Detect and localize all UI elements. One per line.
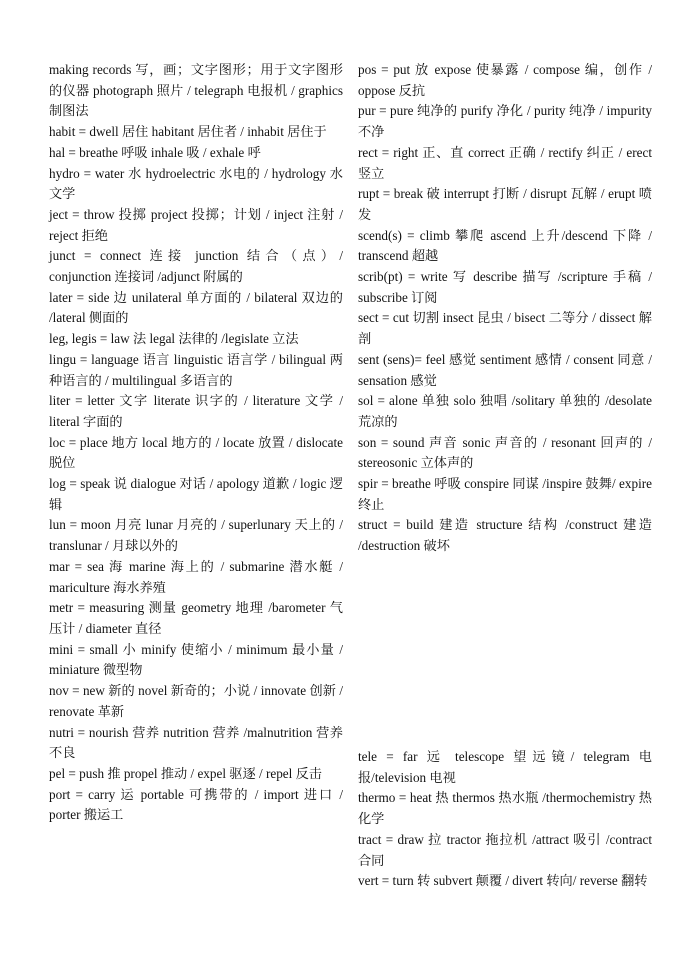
entry-thermo: thermo = heat 热 thermos 热水瓶 /thermochemistry 热化学 [358, 790, 652, 827]
entry-nov: nov = new 新的 novel 新奇的；小说 / innovate 创新 / renovate 革新 [49, 683, 343, 719]
entry-pur: pur = pure 纯净的 purify 净化 / purity 纯净 / impurity 不净 [358, 103, 652, 140]
entry-rupt: rupt = break 破 interrupt 打断 / disrupt 瓦解 / erupt 喷发 [358, 186, 652, 222]
entry-graph: making records 写，画；文字图形；用于文字图形的仪器 photograph 照片 / telegraph 电报机 / graphics 制图法 [49, 62, 343, 119]
entry-nutri: nutri = nourish 营养 nutrition 营养 /malnutrition 营养不良 [49, 724, 343, 761]
entry-port: port = carry 运 portable 可携带的 / import 进口 / porter 搬运工 [49, 786, 343, 823]
right-column-top [358, 60, 652, 557]
entry-struct: struct = build 建造 structure 结构 /construct 建造 /destruction 破坏 [358, 517, 652, 554]
entry-sect: sect = cut 切割 insect 昆虫 / bisect 二等分 / dissect 解剖 [358, 310, 652, 347]
entry-mini: mini = small 小 minify 使缩小 / minimum 最小量 / miniature 微型物 [49, 641, 343, 678]
entry-lingu: lingu = language 语言 linguistic 语言学 / bilingual 两种语言的 / multilingual 多语言的 [49, 351, 343, 388]
entry-son: son = sound 声音 sonic 声音的 / resonant 回声的 / stereosonic 立体声的 [358, 434, 652, 471]
entry-ject: ject = throw 投掷 project 投掷；计划 / inject 注射 / reject 拒绝 [49, 206, 343, 243]
entry-rect: rect = right 正、直 correct 正确 / rectify 纠正 / erect 竖立 [358, 144, 652, 181]
entry-leg: leg, legis = law 法 legal 法律的 /legislate 立法 [49, 331, 299, 347]
entry-liter: liter = letter 文字 literate 识字的 / literature 文学 / literal 字面的 [49, 393, 343, 429]
entry-metr: metr = measuring 测量 geometry 地理 /barometer 气压计 / diameter 直径 [49, 600, 343, 636]
entry-mar: mar = sea 海 marine 海上的 / submarine 潜水艇 / mariculture 海水养殖 [49, 558, 343, 595]
entry-spir: spir = breathe 呼吸 conspire 同谋 /inspire 鼓舞/ expire 终止 [358, 476, 652, 512]
entry-scend: scend(s) = climb 攀爬 ascend 上升/descend 下降 / transcend 超越 [358, 227, 652, 264]
entry-sent: sent (sens)= feel 感觉 sentiment 感情 / consent 同意 / sensation 感觉 [358, 351, 652, 388]
entry-vert: vert = turn 转 subvert 颠覆 / divert 转向/ reverse 翻转 [358, 873, 648, 889]
entry-habit: habit = dwell 居住 habitant 居住者 / inhabit 居住于 [49, 124, 327, 140]
entry-sol: sol = alone 单独 solo 独唱 /solitary 单独的 /desolate 荒凉的 [358, 393, 652, 429]
entry-tract: tract = draw 拉 tractor 拖拉机 /attract 吸引 /contract 合同 [358, 831, 652, 868]
entry-later: later = side 边 unilateral 单方面的 / bilateral 双边的 /lateral 侧面的 [49, 289, 343, 326]
right-column-bottom [358, 747, 652, 892]
left-column [49, 60, 343, 826]
entry-loc: loc = place 地方 local 地方的 / locate 放置 / dislocate 脱位 [49, 434, 343, 471]
entry-pos: pos = put 放 expose 使暴露 / compose 编，创作 / oppose 反抗 [358, 62, 652, 98]
entry-junct: junct = connect 连接 junction 结合（点）/ conjunction 连接词 /adjunct 附属的 [49, 248, 343, 285]
entry-pel: pel = push 推 propel 推动 / expel 驱逐 / repel 反击 [49, 765, 322, 781]
entry-hal: hal = breathe 呼吸 inhale 吸 / exhale 呼 [49, 144, 261, 160]
entry-scrib: scrib(pt) = write 写 describe 描写 /scripture 手稿 / subscribe 订阅 [358, 269, 652, 305]
entry-lun: lun = moon 月亮 lunar 月亮的 / superlunary 天上的 / translunar / 月球以外的 [49, 517, 343, 554]
entry-log: log = speak 说 dialogue 对话 / apology 道歉 / logic 逻辑 [49, 476, 343, 512]
entry-tele: tele = far 远 telescope 望远镜/ telegram 电报/television 电视 [358, 749, 652, 785]
entry-hydro: hydro = water 水 hydroelectric 水电的 / hydrology 水文学 [49, 165, 343, 202]
